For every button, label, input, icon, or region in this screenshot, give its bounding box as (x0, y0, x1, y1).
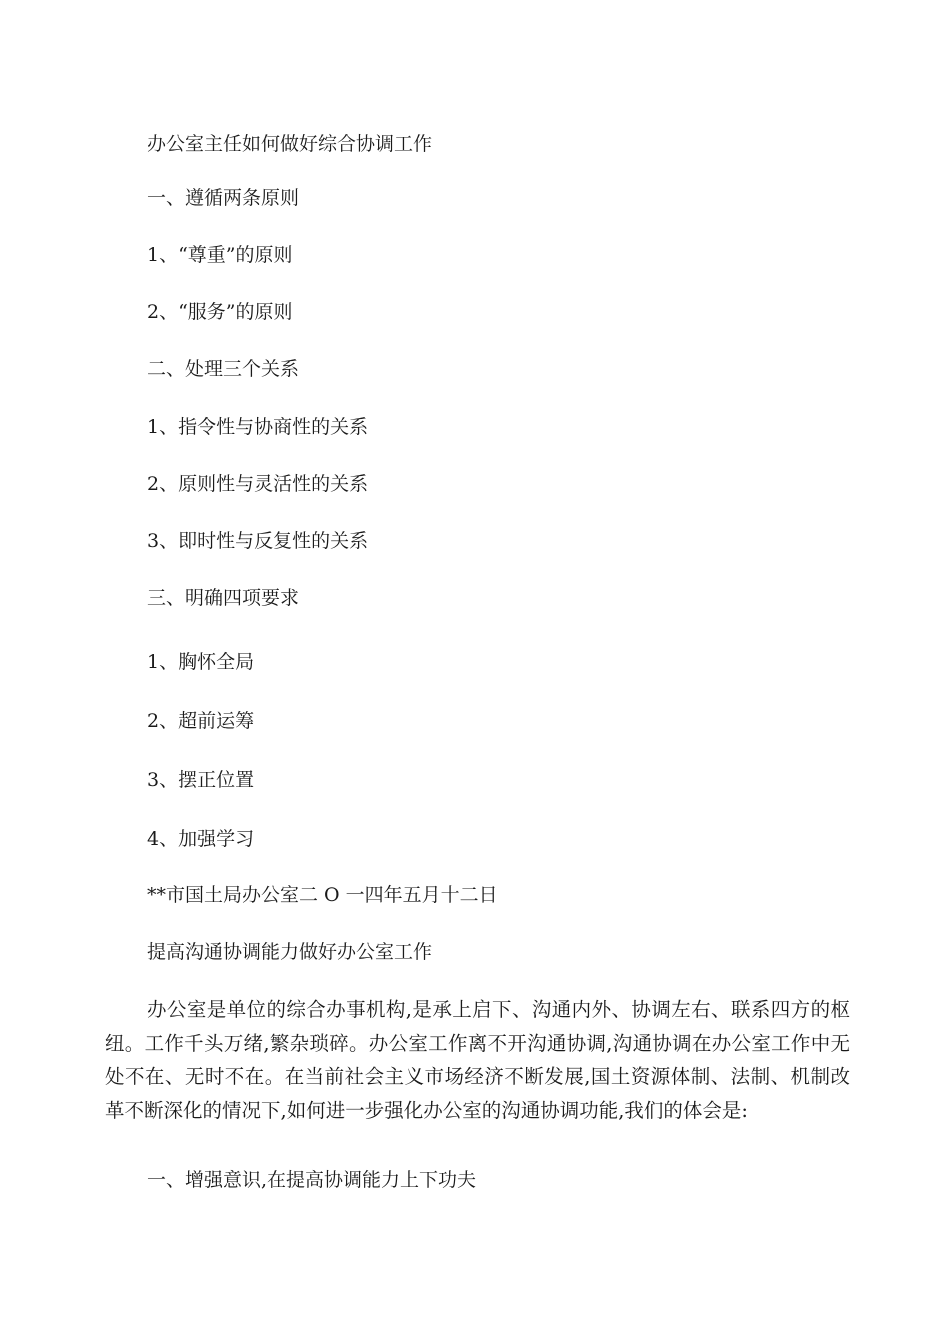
body-paragraph: 办公室是单位的综合办事机构,是承上启下、沟通内外、协调左右、联系四方的枢纽。工作千头万绪,繁杂琐碎。办公室工作离不开沟通协调,沟通协调在办公室工作中无处不在、无时不在。在当前社会主义市场经济不断发展,国土资源体制、法制、机制改革不断深化的情况下,如何进一步强化办公室的沟通协调功能,我们的体会是: (105, 998, 850, 1122)
signature-date-line: **市国土局办公室二 O 一四年五月十二日 (147, 884, 498, 906)
section-heading: 一、增强意识,在提高协调能力上下功夫 (147, 1169, 477, 1191)
list-item: 1、“尊重”的原则 (147, 244, 293, 266)
list-item: 1、指令性与协商性的关系 (147, 416, 369, 438)
list-item: 3、摆正位置 (147, 769, 255, 791)
section-heading-2: 二、处理三个关系 (147, 358, 300, 380)
list-item: 4、加强学习 (147, 828, 255, 850)
section-heading-1: 一、遵循两条原则 (147, 187, 300, 209)
article-title: 提高沟通协调能力做好办公室工作 (147, 941, 433, 963)
section-heading-3: 三、明确四项要求 (147, 587, 300, 609)
document-title: 办公室主任如何做好综合协调工作 (147, 133, 433, 155)
list-item: 2、“服务”的原则 (147, 301, 293, 323)
list-item: 2、原则性与灵活性的关系 (147, 473, 369, 495)
list-item: 3、即时性与反复性的关系 (147, 530, 369, 552)
list-item: 1、胸怀全局 (147, 651, 255, 673)
list-item: 2、超前运筹 (147, 710, 255, 732)
